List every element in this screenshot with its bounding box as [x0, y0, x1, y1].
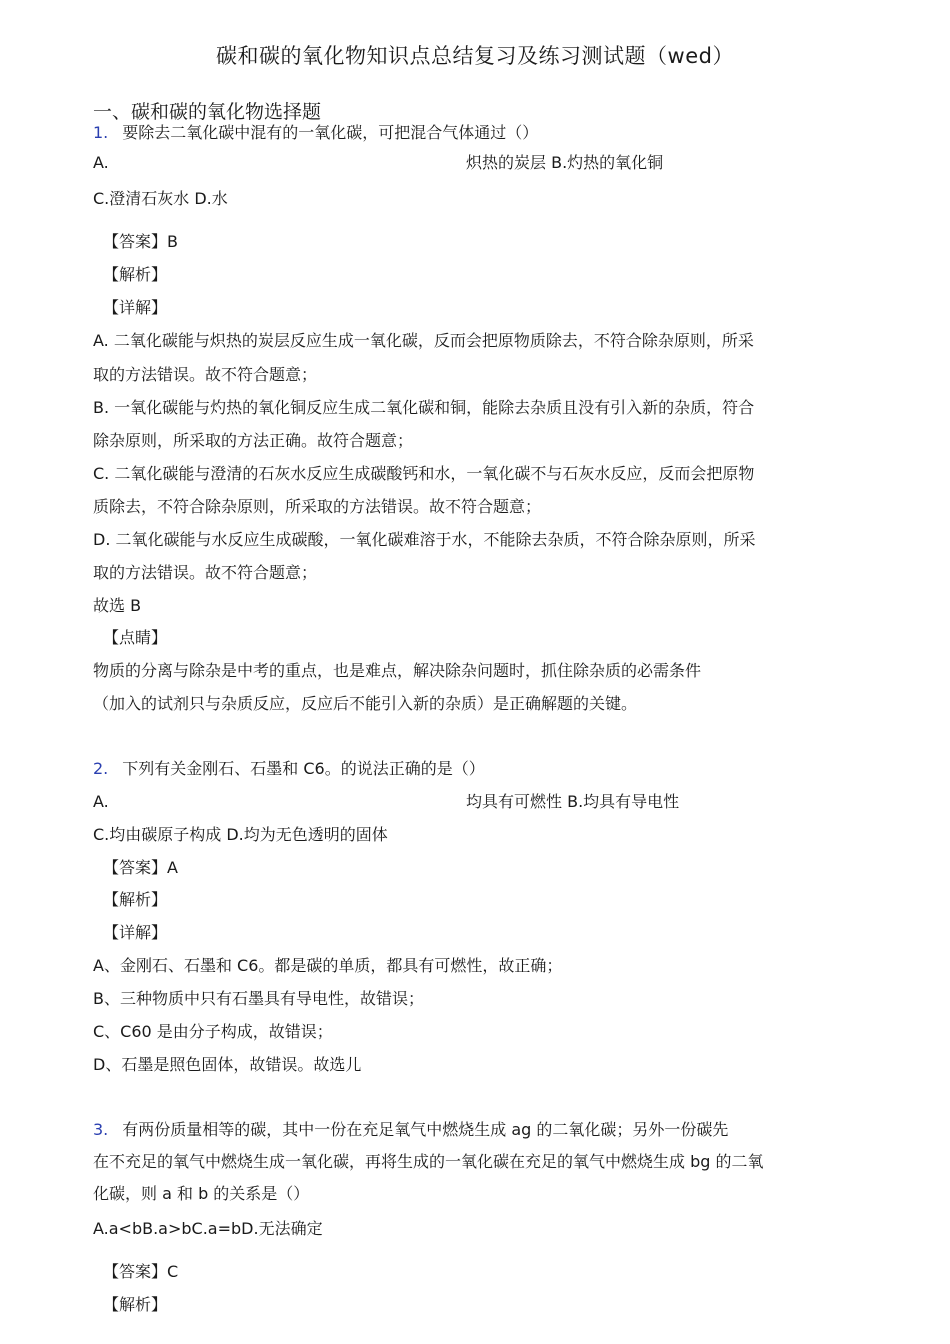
question-1-stem	[93, 122, 538, 144]
question-3-stem	[93, 1119, 728, 1141]
detail-label: 【详解】	[103, 923, 168, 942]
question-3-stem-line-3: 化碳，则 a 和 b 的关系是（）	[93, 1184, 310, 1203]
question-text: 有两份质量相等的碳，其中一份在充足氧气中燃烧生成 ag 的二氧化碳；另外一份碳先	[122, 1120, 729, 1139]
explanation-line: C、C60 是由分子构成，故错误；	[93, 1022, 333, 1041]
explanation-line: 质除去，不符合除杂原则，所采取的方法错误。故不符合题意；	[93, 497, 542, 516]
option-a-label: A.	[93, 153, 109, 172]
option-c-d-text: C.均由碳原子构成 D.均为无色透明的固体	[93, 825, 388, 844]
conclusion-line: 故选 B	[93, 596, 142, 615]
question-text: 要除去二氧化碳中混有的一氧化碳，可把混合气体通过（）	[122, 123, 539, 142]
analysis-label: 【解析】	[103, 890, 168, 909]
option-a-label: A.	[93, 792, 109, 811]
explanation-line: A. 二氧化碳能与炽热的炭层反应生成一氧化碳，反而会把原物质除去，不符合除杂原则，所采	[93, 331, 754, 350]
explanation-line: B. 一氧化碳能与灼热的氧化铜反应生成二氧化碳和铜，能除去杂质且没有引入新的杂质，符合	[93, 398, 755, 417]
explanation-line: A、金刚石、石墨和 C6。都是碳的单质，都具有可燃性，故正确；	[93, 956, 563, 975]
question-text: 下列有关金刚石、石墨和 C6。的说法正确的是（）	[122, 759, 485, 778]
options-text: A.a<bB.a>bC.a=bD.无法确定	[93, 1219, 323, 1238]
question-3-stem-line-2: 在不充足的氧气中燃烧生成一氧化碳，再将生成的一氧化碳在充足的氧气中燃烧生成 bg 的二氧	[93, 1152, 764, 1171]
option-c-d-text: C.澄清石灰水 D.水	[93, 189, 228, 208]
explanation-line: D、石墨是照色固体，故错误。故选儿	[93, 1055, 362, 1074]
section-heading: 一、碳和碳的氧化物选择题	[93, 101, 322, 123]
explanation-line: D. 二氧化碳能与水反应生成碳酸，一氧化碳难溶于水，不能除去杂质，不符合除杂原则，所采	[93, 530, 756, 549]
explanation-line: 除杂原则，所采取的方法正确。故符合题意；	[93, 431, 414, 450]
question-2-stem	[93, 758, 485, 780]
analysis-label: 【解析】	[103, 1295, 168, 1314]
explanation-line: 取的方法错误。故不符合题意；	[93, 365, 318, 384]
detail-label: 【详解】	[103, 298, 168, 317]
option-a-b-text: 炽热的炭层 B.灼热的氧化铜	[466, 153, 664, 172]
answer-label: 【答案】A	[103, 858, 178, 877]
explanation-line: 取的方法错误。故不符合题意；	[93, 563, 318, 582]
answer-label: 【答案】B	[103, 232, 178, 251]
explanation-line: C. 二氧化碳能与澄清的石灰水反应生成碳酸钙和水，一氧化碳不与石灰水反应，反而会把原物	[93, 464, 755, 483]
page-title: 碳和碳的氧化物知识点总结复习及练习测试题（wed）	[216, 44, 734, 68]
comment-label: 【点睛】	[103, 628, 168, 647]
analysis-label: 【解析】	[103, 265, 168, 284]
question-number: 1.	[93, 123, 109, 142]
question-number: 3.	[93, 1120, 109, 1139]
explanation-line: B、三种物质中只有石墨具有导电性，故错误；	[93, 989, 424, 1008]
question-number: 2.	[93, 759, 109, 778]
comment-line: （加入的试剂只与杂质反应，反应后不能引入新的杂质）是正确解题的关键。	[93, 694, 638, 713]
comment-line: 物质的分离与除杂是中考的重点，也是难点，解决除杂问题时，抓住除杂质的必需条件	[93, 661, 702, 680]
option-a-b-text: 均具有可燃性 B.均具有导电性	[466, 792, 680, 811]
answer-label: 【答案】C	[103, 1262, 179, 1281]
